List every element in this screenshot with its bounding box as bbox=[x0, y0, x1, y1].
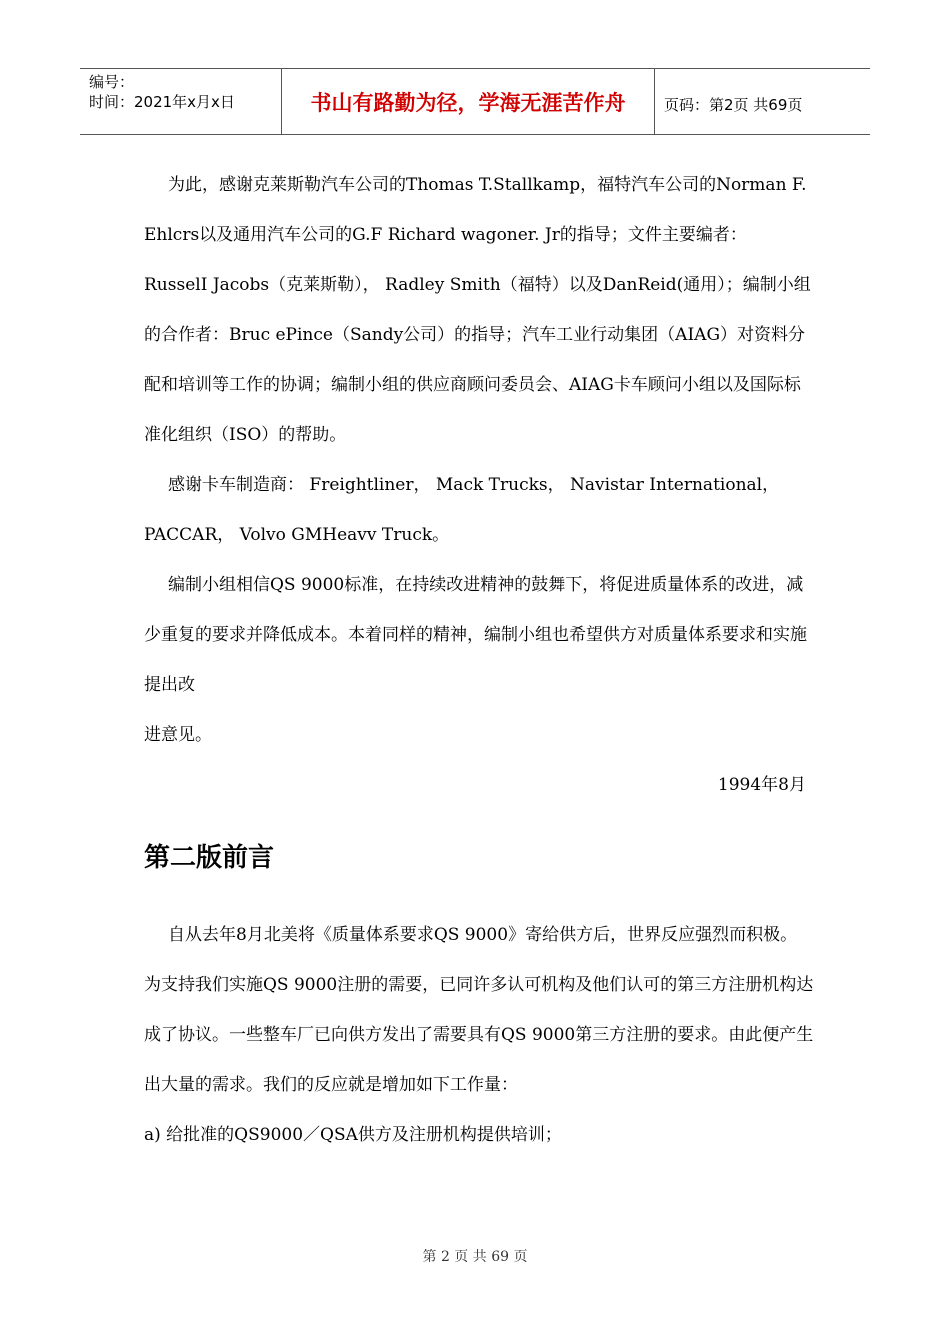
section-heading: 第二版前言 bbox=[144, 843, 275, 873]
page-footer: 第 2 页 共 69 页 bbox=[422, 1249, 528, 1265]
header-divider bbox=[654, 69, 655, 134]
document-header bbox=[80, 68, 870, 135]
list-item-a: a) 给批准的QS9000／QSA供方及注册机构提供培训； bbox=[144, 1125, 562, 1145]
time-label: 时间：2021年x月x日 bbox=[89, 93, 235, 111]
paragraph-second-edition: 自从去年8月北美将《质量体系要求QS 9000》寄给供方后，世界反应强烈而积极。为支持我们实施QS 9000注册的需要，已同许多认可机构及他们认可的第三方注册机构达成了协议。一些整车厂已向供方发出了需要具有QS 9000第三方注册的要求。由此便产生出大量的需求。我们的反应就是增加如下工作量： bbox=[144, 925, 814, 1095]
date-line: 1994年8月 bbox=[717, 775, 806, 795]
paragraph-truck-makers: 感谢卡车制造商： Freightliner， Mack Trucks， Navistar International，PACCAR， Volvo GMHeavv Truck。 bbox=[144, 475, 780, 545]
document-body bbox=[144, 160, 814, 1160]
header-page-info: 页码：第2页 共69页 bbox=[664, 96, 803, 114]
paragraph-improvement: 编制小组相信QS 9000标准，在持续改进精神的鼓舞下，将促进质量体系的改进，减少重复的要求并降低成本。本着同样的精神，编制小组也希望供方对质量体系要求和实施提出改 bbox=[144, 575, 807, 695]
header-motto: 书山有路勤为径，学海无涯苦作舟 bbox=[310, 90, 626, 115]
paragraph-acknowledgements: 为此，感谢克莱斯勒汽车公司的Thomas T.Stallkamp，福特汽车公司的Norman F. Ehlcrs以及通用汽车公司的G.F Richard wagoner. Jr的指导；文件主要编者： RusselI Jacobs（克莱斯勒）， Radley Smith（福特）以及DanReid(通用）；编制小组的合作者：Bruc ePince（Sandy公司）的指导；汽车工业行动集团（AIAG）对资料分配和培训等工作的协调；编制小组的供应商顾问委员会、AIAG卡车顾问小组以及国际标准化组织（ISO）的帮助。 bbox=[144, 175, 811, 445]
paragraph-continuation: 进意见。 bbox=[144, 725, 212, 745]
header-meta bbox=[80, 69, 281, 134]
number-label: 编号： bbox=[89, 73, 135, 91]
